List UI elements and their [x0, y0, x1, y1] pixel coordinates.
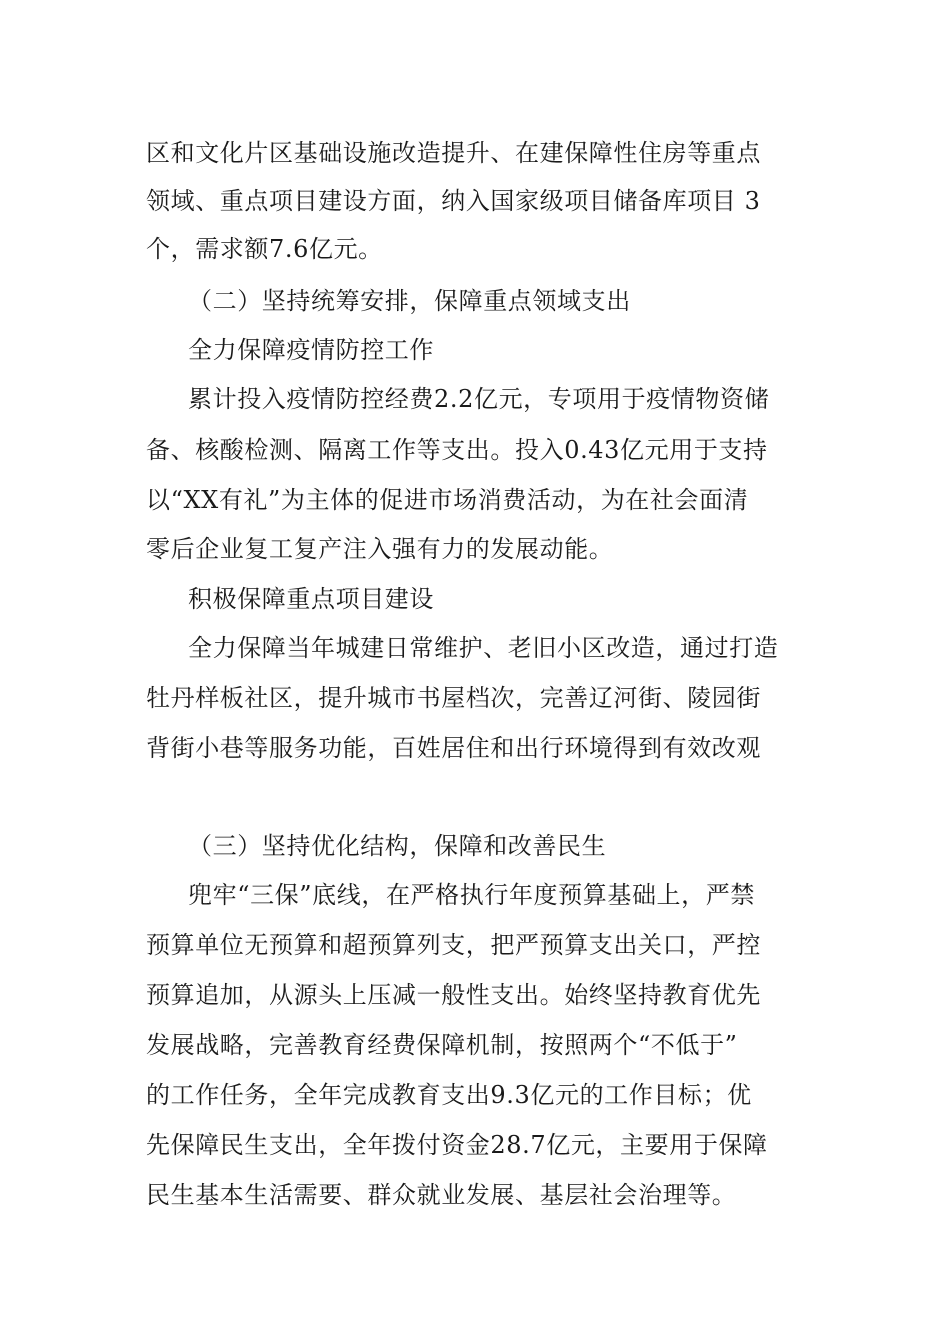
paragraph-line: 预算追加，从源头上压减一般性支出。始终坚持教育优先: [146, 981, 761, 1009]
section-heading: （二）坚持统筹安排，保障重点领域支出: [188, 287, 631, 315]
paragraph-line: 个，需求额7.6亿元。: [146, 235, 383, 263]
paragraph-line: 牡丹样板社区，提升城市书屋档次，完善辽河街、陵园街: [146, 684, 761, 712]
subheading: 全力保障疫情防控工作: [188, 336, 434, 364]
paragraph-line: 以“XX有礼”为主体的促进市场消费活动，为在社会面清: [146, 486, 749, 514]
paragraph-line: 累计投入疫情防控经费2.2亿元，专项用于疫情物资储: [188, 385, 770, 413]
paragraph-line: 的工作任务，全年完成教育支出9.3亿元的工作目标；优: [146, 1081, 752, 1109]
paragraph-line: 兜牢“三保”底线，在严格执行年度预算基础上，严禁: [188, 881, 755, 909]
section-heading: （三）坚持优化结构，保障和改善民生: [188, 832, 607, 860]
paragraph-line: 备、核酸检测、隔离工作等支出。投入0.43亿元用于支持: [146, 436, 768, 464]
paragraph-line: 民生基本生活需要、群众就业发展、基层社会治理等。: [146, 1181, 737, 1209]
paragraph-line: 全力保障当年城建日常维护、老旧小区改造，通过打造: [188, 634, 779, 662]
paragraph-line: 发展战略，完善教育经费保障机制，按照两个“不低于”: [146, 1031, 738, 1059]
paragraph-line: 先保障民生支出，全年拨付资金28.7亿元，主要用于保障: [146, 1131, 768, 1159]
paragraph-line: 预算单位无预算和超预算列支，把严预算支出关口，严控: [146, 931, 761, 959]
paragraph-line: 区和文化片区基础设施改造提升、在建保障性住房等重点: [146, 139, 761, 167]
paragraph-line: 领域、重点项目建设方面，纳入国家级项目储备库项目 3: [146, 187, 761, 215]
paragraph-line: 背街小巷等服务功能，百姓居住和出行环境得到有效改观: [146, 734, 761, 762]
subheading: 积极保障重点项目建设: [188, 585, 434, 613]
paragraph-line: 零后企业复工复产注入强有力的发展动能。: [146, 535, 614, 563]
